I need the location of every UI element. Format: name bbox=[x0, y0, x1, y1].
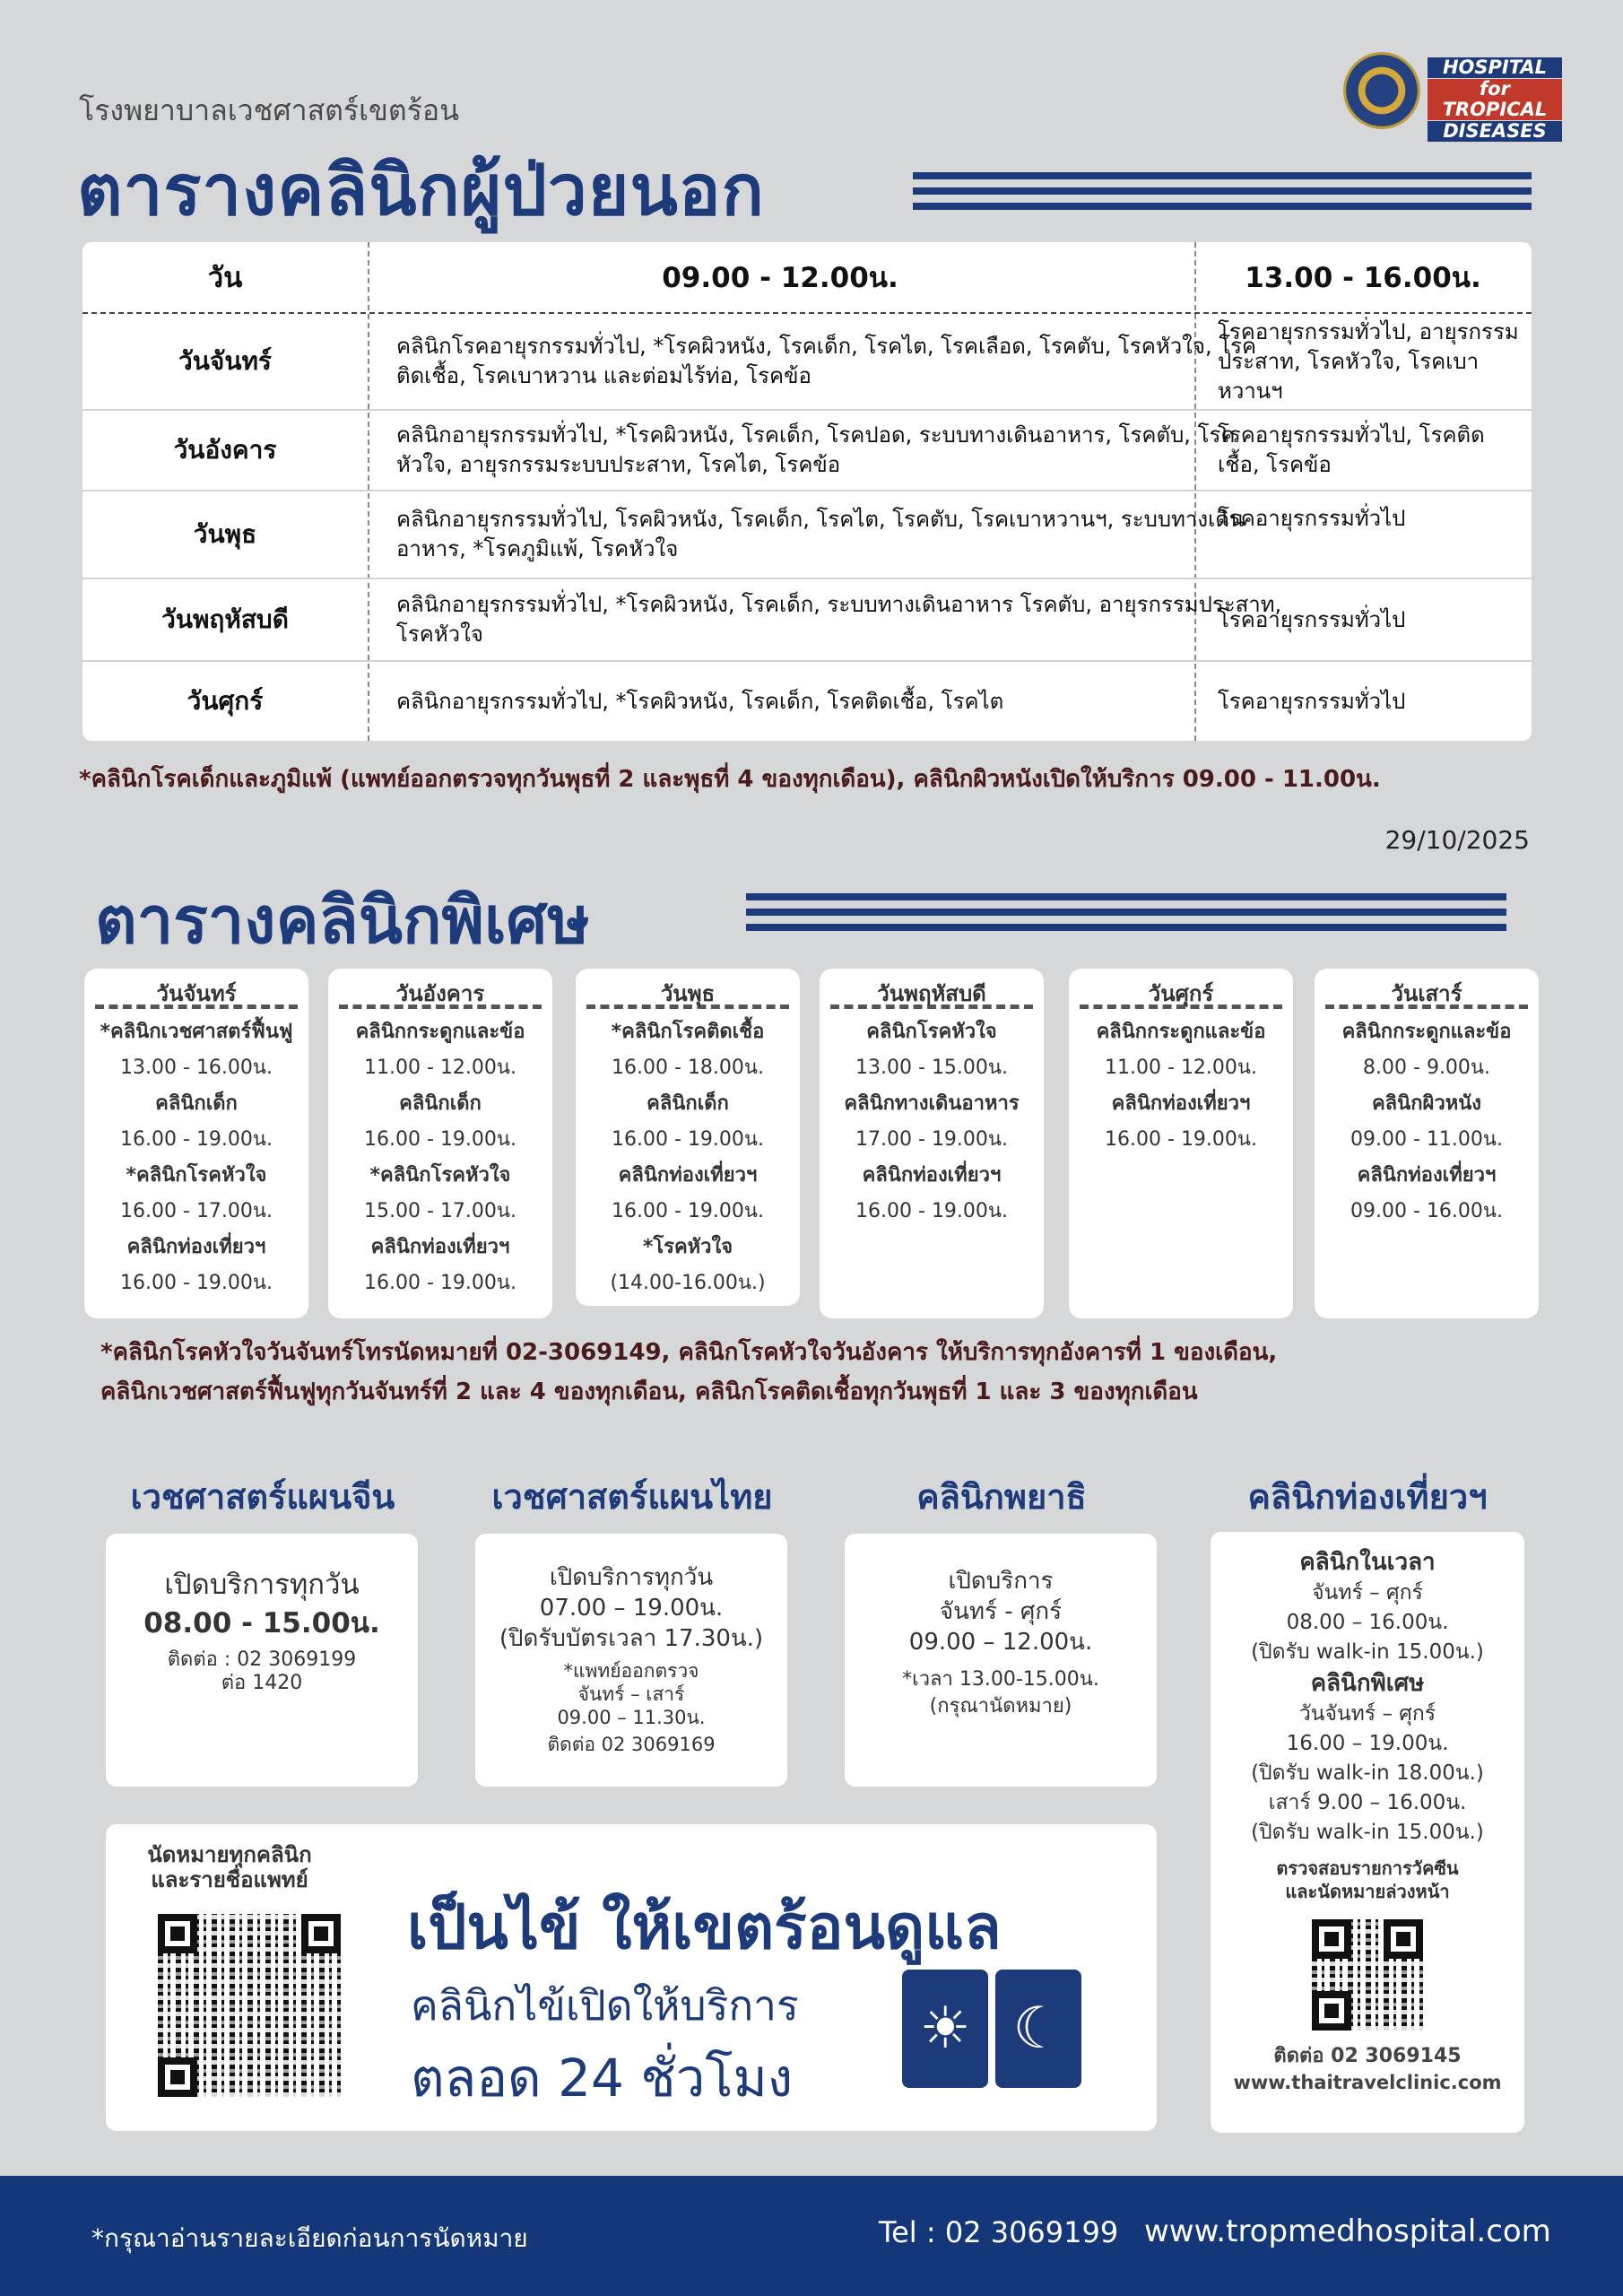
special-card-3 bbox=[820, 969, 1044, 1318]
logo-line-1: HOSPITAL bbox=[1428, 57, 1562, 78]
row-pm-friday: โรคอายุรกรรมทั่วไป bbox=[1218, 688, 1406, 714]
special-card-day: วันพุธ bbox=[660, 981, 716, 1006]
special-clinic-name: *คลินิกโรคหัวใจ bbox=[126, 1164, 267, 1187]
special-clinic-name: *คลินิกโรคหัวใจ bbox=[369, 1164, 511, 1187]
special-clinic-hours: 09.00 - 16.00น. bbox=[1350, 1200, 1503, 1222]
row-day-thursday: วันพฤหัสบดี bbox=[161, 604, 289, 634]
row-am-friday: คลินิกอายุรกรรมทั่วไป, *โรคผิวหนัง, โรคเด็ก, โรคติดเชื้อ, โรคไต bbox=[396, 688, 1004, 714]
chinese-extension: ต่อ 1420 bbox=[221, 1672, 303, 1694]
row-pm-monday: โรคอายุรกรรมทั่วไป, อายุรกรรมประสาท, โรคหัวใจ, โรคเบาหวานฯ bbox=[1218, 318, 1519, 404]
special-clinic-hours: (14.00-16.00น.) bbox=[610, 1272, 766, 1294]
thai-doctor-days: จันทร์ – เสาร์ bbox=[577, 1683, 685, 1705]
special-title-stripes bbox=[746, 893, 1506, 931]
special-clinic-hours: 16.00 - 19.00น. bbox=[612, 1128, 764, 1151]
qr-label-line-2: และรายชื่อแพทย์ bbox=[151, 1867, 308, 1892]
special-clinic-title: ตารางคลินิกพิเศษ bbox=[95, 883, 590, 958]
parasite-afternoon: *เวลา 13.00-15.00น. bbox=[902, 1668, 1099, 1691]
special-clinic-hours: 16.00 - 19.00น. bbox=[1105, 1128, 1257, 1151]
special-clinic-hours: 13.00 - 15.00น. bbox=[855, 1057, 1008, 1079]
special-clinic-name: คลินิกโรคหัวใจ bbox=[866, 1021, 997, 1043]
parasite-open: เปิดบริการ bbox=[948, 1568, 1054, 1595]
footer-website[interactable]: www.tropmedhospital.com bbox=[1144, 2213, 1551, 2249]
row-am-wednesday: คลินิกอายุรกรรมทั่วไป, โรคผิวหนัง, โรคเด็ก, โรคไต, โรคตับ, โรคเบาหวานฯ, ระบบทางเดินอาหาร, *โรคภูมิแพ้, โรคหัวใจ bbox=[396, 507, 1245, 561]
travel-section-heading: คลินิกในเวลา bbox=[1299, 1549, 1436, 1576]
special-clinic-hours: 16.00 - 19.00น. bbox=[120, 1272, 273, 1294]
chinese-hours: 08.00 - 15.00น. bbox=[143, 1607, 380, 1639]
title-stripes bbox=[913, 172, 1532, 210]
travel-hours-line: (ปิดรับ walk-in 15.00น.) bbox=[1251, 1640, 1484, 1664]
special-clinic-name: คลินิกท่องเที่ยวฯ bbox=[1111, 1092, 1251, 1115]
row-am-tuesday: คลินิกอายุรกรรมทั่วไป, *โรคผิวหนัง, โรคเด็ก, โรคปอด, ระบบทางเดินอาหาร, โรคตับ, โรคหัวใจ, อายุรกรรมระบบประสาท, โรคไต, โรคข้อ bbox=[396, 422, 1236, 477]
parasite-days: จันทร์ - ศุกร์ bbox=[939, 1598, 1063, 1625]
qr-code-icon[interactable] bbox=[1308, 1916, 1427, 2034]
special-clinic-name: คลินิกท่องเที่ยวฯ bbox=[126, 1236, 266, 1258]
special-card-0 bbox=[84, 969, 308, 1318]
chinese-medicine-title: เวชศาสตร์แผนจีน bbox=[130, 1477, 395, 1517]
special-clinic-name: คลินิกผิวหนัง bbox=[1371, 1092, 1482, 1115]
special-card-day: วันจันทร์ bbox=[156, 981, 237, 1006]
row-pm-tuesday: โรคอายุรกรรมทั่วไป, โรคติดเชื้อ, โรคข้อ bbox=[1218, 422, 1485, 477]
special-card-day: วันอังคาร bbox=[395, 981, 485, 1006]
special-card-day: วันเสาร์ bbox=[1391, 981, 1462, 1006]
row-day-friday: วันศุกร์ bbox=[187, 686, 264, 716]
special-clinic-name: คลินิกเด็ก bbox=[399, 1092, 482, 1115]
row-day-tuesday: วันอังคาร bbox=[173, 435, 277, 465]
special-clinic-name: คลินิกกระดูกและข้อ bbox=[1341, 1021, 1512, 1043]
parasite-clinic-card bbox=[845, 1534, 1157, 1787]
hospital-logo-text bbox=[1428, 57, 1562, 143]
promo-subline-1: คลินิกไข้เปิดให้บริการ bbox=[411, 1981, 799, 2030]
special-note-line-2: คลินิกเวชศาสตร์ฟื้นฟูทุกวันจันทร์ที่ 2 และ 4 ของทุกเดือน, คลินิกโรคติดเชื้อทุกวันพุธที่ 1 และ 3 ของทุกเดือน bbox=[100, 1378, 1198, 1405]
special-clinic-hours: 09.00 - 11.00น. bbox=[1350, 1128, 1503, 1151]
special-clinic-name: คลินิกเด็ก bbox=[647, 1092, 729, 1115]
special-clinic-name: *โรคหัวใจ bbox=[642, 1236, 733, 1258]
thai-medicine-title: เวชศาสตร์แผนไทย bbox=[491, 1477, 773, 1517]
outpatient-schedule-table bbox=[82, 242, 1532, 741]
special-clinic-name: คลินิกเด็ก bbox=[155, 1092, 238, 1115]
parasite-appointment-note: (กรุณานัดหมาย) bbox=[929, 1695, 1072, 1718]
special-clinic-hours: 11.00 - 12.00น. bbox=[364, 1057, 516, 1079]
special-clinic-hours: 16.00 - 19.00น. bbox=[120, 1128, 273, 1151]
thai-medicine-card bbox=[475, 1534, 787, 1787]
parasite-clinic-title: คลินิกพยาธิ bbox=[916, 1477, 1087, 1517]
special-clinic-hours: 15.00 - 17.00น. bbox=[364, 1200, 516, 1222]
chinese-open-days: เปิดบริการทุกวัน bbox=[164, 1569, 360, 1601]
special-clinic-hours: 16.00 - 19.00น. bbox=[855, 1200, 1008, 1222]
special-clinic-name: คลินิกท่องเที่ยวฯ bbox=[618, 1164, 758, 1187]
special-card-day: วันศุกร์ bbox=[1148, 981, 1214, 1006]
special-clinic-hours: 8.00 - 9.00น. bbox=[1363, 1057, 1490, 1079]
logo-line-3: DISEASES bbox=[1428, 121, 1562, 142]
special-clinic-name: *คลินิกโรคติดเชื้อ bbox=[611, 1021, 765, 1043]
special-clinic-name: คลินิกท่องเที่ยวฯ bbox=[862, 1164, 1002, 1187]
logo-line-2: for TROPICAL bbox=[1428, 79, 1562, 120]
vaccine-check-line-1: ตรวจสอบรายการวัคซีน bbox=[1276, 1857, 1459, 1879]
thai-doctor-note: *แพทย์ออกตรวจ bbox=[563, 1660, 699, 1682]
thai-open-days: เปิดบริการทุกวัน bbox=[549, 1564, 714, 1591]
update-date: 29/10/2025 bbox=[1384, 825, 1530, 855]
vaccine-check-line-2: และนัดหมายล่วงหน้า bbox=[1285, 1881, 1450, 1902]
special-clinic-name: *คลินิกเวชศาสตร์ฟื้นฟู bbox=[100, 1021, 293, 1043]
row-day-wednesday: วันพุธ bbox=[193, 519, 257, 549]
special-clinic-hours: 16.00 - 19.00น. bbox=[364, 1272, 516, 1294]
row-am-thursday: คลินิกอายุรกรรมทั่วไป, *โรคผิวหนัง, โรคเด็ก, ระบบทางเดินอาหาร โรคตับ, อายุรกรรมประสาท, โรคหัวใจ bbox=[396, 592, 1282, 647]
sun-icon: ☀ bbox=[902, 1970, 988, 2088]
promo-subline-2: ตลอด 24 ชั่วโมง bbox=[411, 2048, 794, 2109]
thai-doctor-hours: 09.00 – 11.30น. bbox=[557, 1707, 706, 1728]
qr-label-line-1: นัดหมายทุกคลินิก bbox=[147, 1842, 312, 1867]
special-card-1 bbox=[328, 969, 552, 1318]
hospital-seal-logo bbox=[1343, 52, 1420, 129]
travel-clinic-hours bbox=[1211, 1546, 1524, 1848]
travel-hours-line: วันจันทร์ – ศุกร์ bbox=[1298, 1702, 1436, 1726]
special-card-5 bbox=[1315, 969, 1539, 1318]
special-clinic-name: คลินิกท่องเที่ยวฯ bbox=[370, 1236, 510, 1258]
row-am-monday: คลินิกโรคอายุรกรรมทั่วไป, *โรคผิวหนัง, โรคเด็ก, โรคไต, โรคเลือด, โรคตับ, โรคหัวใจ, โรคติดเชื้อ, โรคเบาหวาน และต่อมไร้ท่อ, โรคข้อ bbox=[396, 334, 1257, 388]
special-clinic-hours: 16.00 - 17.00น. bbox=[120, 1200, 273, 1222]
outpatient-title: ตารางคลินิกผู้ป่วยนอก bbox=[77, 151, 765, 231]
travel-section-heading: คลินิกพิเศษ bbox=[1310, 1670, 1425, 1697]
travel-clinic-title: คลินิกท่องเที่ยวฯ bbox=[1247, 1477, 1488, 1517]
travel-hours-line: 08.00 – 16.00น. bbox=[1286, 1611, 1449, 1634]
promo-headline: เป็นไข้ ให้เขตร้อนดูแล bbox=[407, 1892, 1002, 1963]
row-day-monday: วันจันทร์ bbox=[178, 346, 272, 376]
special-clinic-hours: 16.00 - 19.00น. bbox=[364, 1128, 516, 1151]
footer-note: *กรุณาอ่านรายละเอียดก่อนการนัดหมาย bbox=[91, 2223, 528, 2253]
outpatient-note: *คลินิกโรคเด็กและภูมิแพ้ (แพทย์ออกตรวจทุกวันพุธที่ 2 และพุธที่ 4 ของทุกเดือน), คลินิกผิวหนังเปิดให้บริการ 09.00 - 11.00น. bbox=[79, 766, 1381, 793]
special-note-line-1: *คลินิกโรคหัวใจวันจันทร์โทรนัดหมายที่ 02-3069149, คลินิกโรคหัวใจวันอังคาร ให้บริการทุกอังคารที่ 1 ของเดือน, bbox=[100, 1339, 1278, 1366]
travel-contact: ติดต่อ 02 3069145 bbox=[1273, 2045, 1462, 2067]
special-clinic-hours: 17.00 - 19.00น. bbox=[855, 1128, 1008, 1151]
thai-hours: 07.00 – 19.00น. bbox=[539, 1595, 724, 1622]
moon-icon: ☾ bbox=[995, 1970, 1081, 2088]
special-clinic-name: คลินิกกระดูกและข้อ bbox=[1096, 1021, 1266, 1043]
row-pm-wednesday: โรคอายุรกรรมทั่วไป bbox=[1218, 505, 1406, 531]
travel-hours-line: 16.00 – 19.00น. bbox=[1286, 1732, 1449, 1755]
chinese-contact: ติดต่อ : 02 3069199 bbox=[167, 1648, 357, 1671]
special-clinic-hours: 16.00 - 18.00น. bbox=[612, 1057, 764, 1079]
chinese-medicine-card bbox=[106, 1534, 418, 1787]
travel-clinic-card bbox=[1211, 1532, 1524, 2133]
special-clinic-hours: 16.00 - 19.00น. bbox=[612, 1200, 764, 1222]
qr-code-icon[interactable] bbox=[154, 1910, 344, 2100]
travel-hours-line: (ปิดรับ walk-in 18.00น.) bbox=[1251, 1761, 1484, 1785]
col-header-afternoon: 13.00 - 16.00น. bbox=[1245, 262, 1481, 294]
thai-contact: ติดต่อ 02 3069169 bbox=[547, 1734, 716, 1755]
footer-tel[interactable]: Tel : 02 3069199 bbox=[879, 2215, 1119, 2249]
special-clinic-note bbox=[100, 1333, 1571, 1412]
special-card-2 bbox=[576, 969, 800, 1306]
special-clinic-name: คลินิกท่องเที่ยวฯ bbox=[1357, 1164, 1497, 1187]
special-clinic-hours: 13.00 - 16.00น. bbox=[120, 1057, 273, 1079]
parasite-hours: 09.00 – 12.00น. bbox=[908, 1629, 1093, 1656]
footer-bar bbox=[0, 2176, 1623, 2296]
travel-hours-line: (ปิดรับ walk-in 15.00น.) bbox=[1251, 1821, 1484, 1844]
travel-hours-line: จันทร์ – ศุกร์ bbox=[1312, 1581, 1423, 1605]
travel-website[interactable]: www.thaitravelclinic.com bbox=[1233, 2072, 1502, 2093]
hospital-name: โรงพยาบาลเวชศาสตร์เขตร้อน bbox=[79, 93, 459, 127]
travel-hours-line: เสาร์ 9.00 – 16.00น. bbox=[1268, 1791, 1467, 1814]
special-card-day: วันพฤหัสบดี bbox=[877, 981, 986, 1006]
special-clinic-name: คลินิกทางเดินอาหาร bbox=[844, 1092, 1020, 1115]
special-clinic-hours: 11.00 - 12.00น. bbox=[1105, 1057, 1257, 1079]
col-header-morning: 09.00 - 12.00น. bbox=[662, 262, 898, 294]
special-card-4 bbox=[1069, 969, 1293, 1318]
row-pm-thursday: โรคอายุรกรรมทั่วไป bbox=[1218, 606, 1406, 632]
thai-closing-note: (ปิดรับบัตรเวลา 17.30น.) bbox=[499, 1625, 764, 1652]
col-header-day: วัน bbox=[207, 262, 243, 294]
special-clinic-name: คลินิกกระดูกและข้อ bbox=[355, 1021, 525, 1043]
